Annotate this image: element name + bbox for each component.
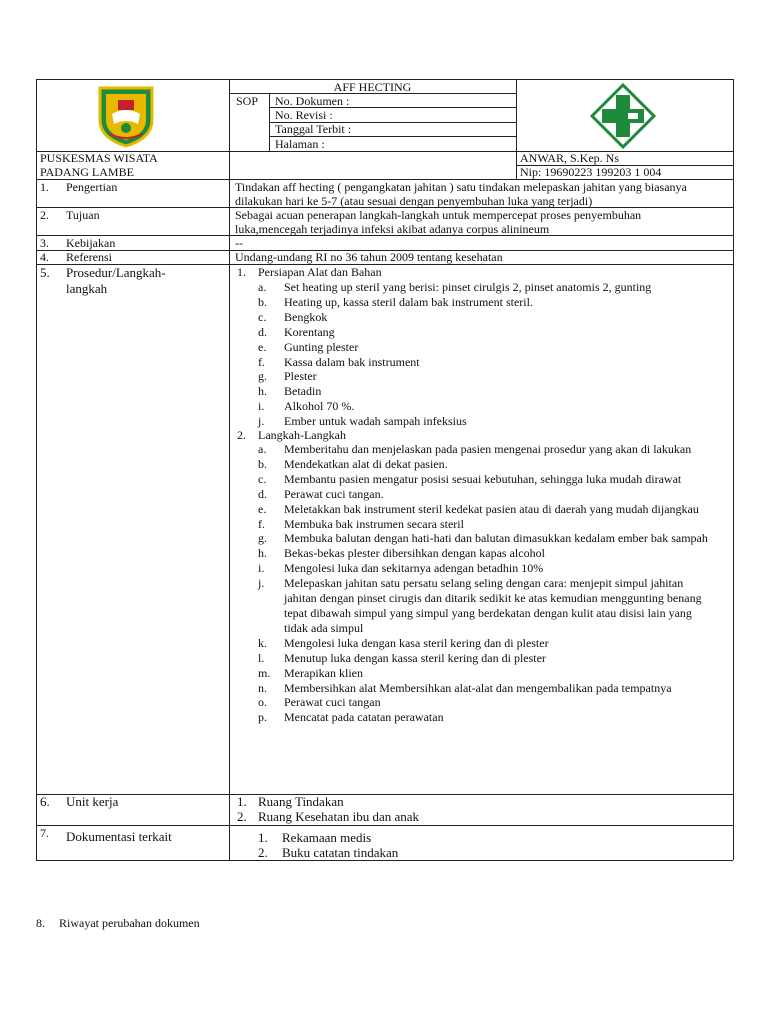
equipment-item — [258, 340, 718, 355]
row-label-unit-kerja: Unit kerja — [66, 794, 119, 809]
row-number: 6. — [40, 794, 50, 809]
step-item — [258, 546, 718, 561]
list-number: 2. — [258, 845, 268, 860]
row-number: 4. — [40, 250, 49, 264]
equipment-item — [258, 310, 718, 325]
list-text: Mengolesi luka dengan kasa steril kering dan di plester — [284, 635, 549, 650]
equipment-item — [258, 369, 718, 384]
list-text: Bekas-bekas plester dibersihkan dengan kapas alcohol — [284, 546, 545, 561]
list-text: Perawat cuci tangan. — [284, 486, 384, 501]
list-text: Mendekatkan alat di dekat pasien. — [284, 456, 448, 471]
list-number: 1. — [258, 830, 268, 845]
equipment-item — [258, 355, 718, 370]
unit-item: Ruang Tindakan — [258, 794, 344, 809]
list-letter: b. — [258, 456, 267, 471]
row-text-pengertian: Tindakan aff hecting ( pengangkatan jahitan ) satu tindakan melepaskan jahitan yang biasanya dilakukan hari ke 5-7 (atau sesuai dengan penyembuhan luka yang terjadi) — [235, 180, 687, 208]
list-number: 1. — [237, 794, 247, 809]
list-text: Membuka balutan dengan hati-hati dan balutan dimasukkan kedalam ember bak sampah — [284, 531, 708, 546]
section-title-langkah: Langkah-Langkah — [258, 428, 346, 442]
row-text-tujuan: Sebagai acuan penerapan langkah-langkah untuk mempercepat proses penyembuhan luka,mencegah terjadinya infeksi akibat adanya corpus alinineum — [235, 208, 642, 236]
row-label-prosedur: Prosedur/Langkah- — [66, 265, 166, 280]
list-text: Membantu pasien mengatur posisi sesuai kebutuhan, sehingga luka mudah dirawat — [284, 471, 682, 486]
list-text: Gunting plester — [284, 339, 359, 354]
issue-date-field: Tanggal Terbit : — [275, 122, 352, 136]
list-text: Memberitahu dan menjelaskan pada pasien mengenai prosedur yang akan di lakukan — [284, 442, 692, 456]
org-location: PADANG LAMBE — [40, 165, 134, 179]
doc-number-field: No. Dokumen : — [275, 94, 350, 108]
step-item — [258, 502, 718, 517]
row-label-dokumentasi: Dokumentasi terkait — [66, 829, 172, 844]
list-letter: m. — [258, 665, 271, 680]
list-letter: f. — [258, 516, 265, 531]
row-label-referensi: Referensi — [66, 250, 112, 264]
row-number: 1. — [40, 180, 49, 194]
list-letter: d. — [258, 486, 267, 501]
unit-item: Ruang Kesehatan ibu dan anak — [258, 809, 420, 824]
step-item — [258, 442, 718, 457]
row-number: 2. — [40, 208, 49, 222]
list-text: Set heating up steril yang berisi: pinset cirulgis 2, pinset anatomis 2, gunting — [284, 280, 652, 294]
list-letter: n. — [258, 680, 267, 695]
step-item — [258, 576, 718, 636]
list-text: Perawat cuci tangan — [284, 695, 381, 710]
signer-name: ANWAR, S.Kep. Ns — [520, 151, 619, 165]
equipment-item — [258, 399, 718, 414]
list-text: Mencatat pada catatan perawatan — [284, 710, 444, 725]
list-letter: e. — [258, 339, 267, 354]
section-title-persiapan: Persiapan Alat dan Bahan — [258, 265, 382, 279]
row-number: 3. — [40, 236, 49, 250]
list-number: 2. — [237, 809, 247, 824]
list-letter: k. — [258, 635, 267, 650]
row-label-tujuan: Tujuan — [66, 208, 100, 222]
step-item — [258, 531, 718, 546]
step-item — [258, 695, 718, 710]
equipment-item — [258, 414, 718, 429]
list-text: Mengolesi luka dan sekitarnya adengan betadhin 10% — [284, 561, 544, 576]
section-number: 1. — [237, 265, 246, 279]
list-text: Plester — [284, 369, 317, 384]
equipment-item — [258, 384, 718, 399]
list-letter: c. — [258, 309, 267, 324]
row-text-referensi: Undang-undang RI no 36 tahun 2009 tentang kesehatan — [235, 250, 503, 264]
list-text: Heating up, kassa steril dalam bak instrument steril. — [284, 294, 533, 309]
list-letter: j. — [258, 576, 265, 591]
sop-label: SOP — [236, 94, 259, 108]
step-item — [258, 517, 718, 532]
row-label-pengertian: Pengertian — [66, 180, 118, 194]
list-text: Melepaskan jahitan satu persatu selang seling dengan cara: menjepit simpul jahitan jahitan dengan pinset cirugis dan ditarik sedikit ke atas kemudian menggunting benang tepat dibawah simpul yang simpul yang berdekatan dengan kulit atau disisi lain yang tidak ada simpul — [284, 576, 702, 635]
step-item — [258, 636, 718, 651]
list-letter: h. — [258, 384, 267, 399]
equipment-item — [258, 325, 718, 340]
list-letter: d. — [258, 324, 267, 339]
org-name: PUSKESMAS WISATA — [40, 151, 158, 165]
footer-text: Riwayat perubahan dokumen — [59, 916, 200, 930]
list-letter: p. — [258, 710, 267, 725]
list-text: Alkohol 70 %. — [284, 399, 355, 414]
puskesmas-logo — [590, 83, 656, 149]
list-letter: i. — [258, 399, 265, 414]
step-item — [258, 681, 718, 696]
signer-nip: Nip: 19690223 199203 1 004 — [520, 165, 662, 179]
list-letter: a. — [258, 442, 267, 456]
list-text: Meletakkan bak instrument steril kedekat pasien atau di daerah yang mudah dijangkau — [284, 501, 699, 516]
doc-item: Buku catatan tindakan — [282, 845, 399, 860]
list-text: Ember untuk wadah sampah infeksius — [284, 414, 467, 429]
list-letter: b. — [258, 294, 267, 309]
step-item — [258, 487, 718, 502]
row-number: 7. — [40, 826, 49, 840]
list-letter: j. — [258, 414, 265, 429]
list-letter: o. — [258, 695, 267, 710]
equipment-item — [258, 295, 718, 310]
list-letter: i. — [258, 561, 265, 576]
list-letter: g. — [258, 531, 267, 546]
list-letter: l. — [258, 650, 265, 665]
row-text-kebijakan: -- — [235, 236, 243, 250]
list-letter: e. — [258, 501, 267, 516]
step-item — [258, 561, 718, 576]
page-title: AFF HECTING — [333, 80, 412, 94]
footer-number: 8. — [36, 916, 45, 930]
list-text: Betadin — [284, 384, 322, 399]
row-label-prosedur-cont: langkah — [66, 281, 108, 296]
list-letter: a. — [258, 280, 267, 294]
revision-field: No. Revisi : — [275, 108, 333, 122]
regional-emblem-logo — [96, 84, 156, 148]
step-item — [258, 666, 718, 681]
page-field: Halaman : — [275, 137, 325, 151]
doc-item: Rekamaan medis — [282, 830, 372, 845]
row-number: 5. — [40, 265, 50, 280]
step-item — [258, 472, 718, 487]
equipment-list — [258, 280, 718, 429]
list-text: Membuka bak instrumen secara steril — [284, 516, 464, 531]
list-letter: f. — [258, 354, 265, 369]
list-letter: c. — [258, 471, 267, 486]
step-item — [258, 457, 718, 472]
list-letter: h. — [258, 546, 267, 561]
steps-list — [258, 442, 718, 725]
list-letter: g. — [258, 369, 267, 384]
row-label-kebijakan: Kebijakan — [66, 236, 116, 250]
list-text: Bengkok — [284, 309, 328, 324]
step-item — [258, 651, 718, 666]
section-number: 2. — [237, 428, 246, 442]
list-text: Menutup luka dengan kassa steril kering dan di plester — [284, 650, 546, 665]
list-text: Merapikan klien — [284, 665, 363, 680]
step-item — [258, 710, 718, 725]
list-text: Membersihkan alat Membersihkan alat-alat dan mengembalikan pada tempatnya — [284, 680, 672, 695]
list-text: Korentang — [284, 324, 335, 339]
list-text: Kassa dalam bak instrument — [284, 354, 420, 369]
equipment-item — [258, 280, 718, 295]
